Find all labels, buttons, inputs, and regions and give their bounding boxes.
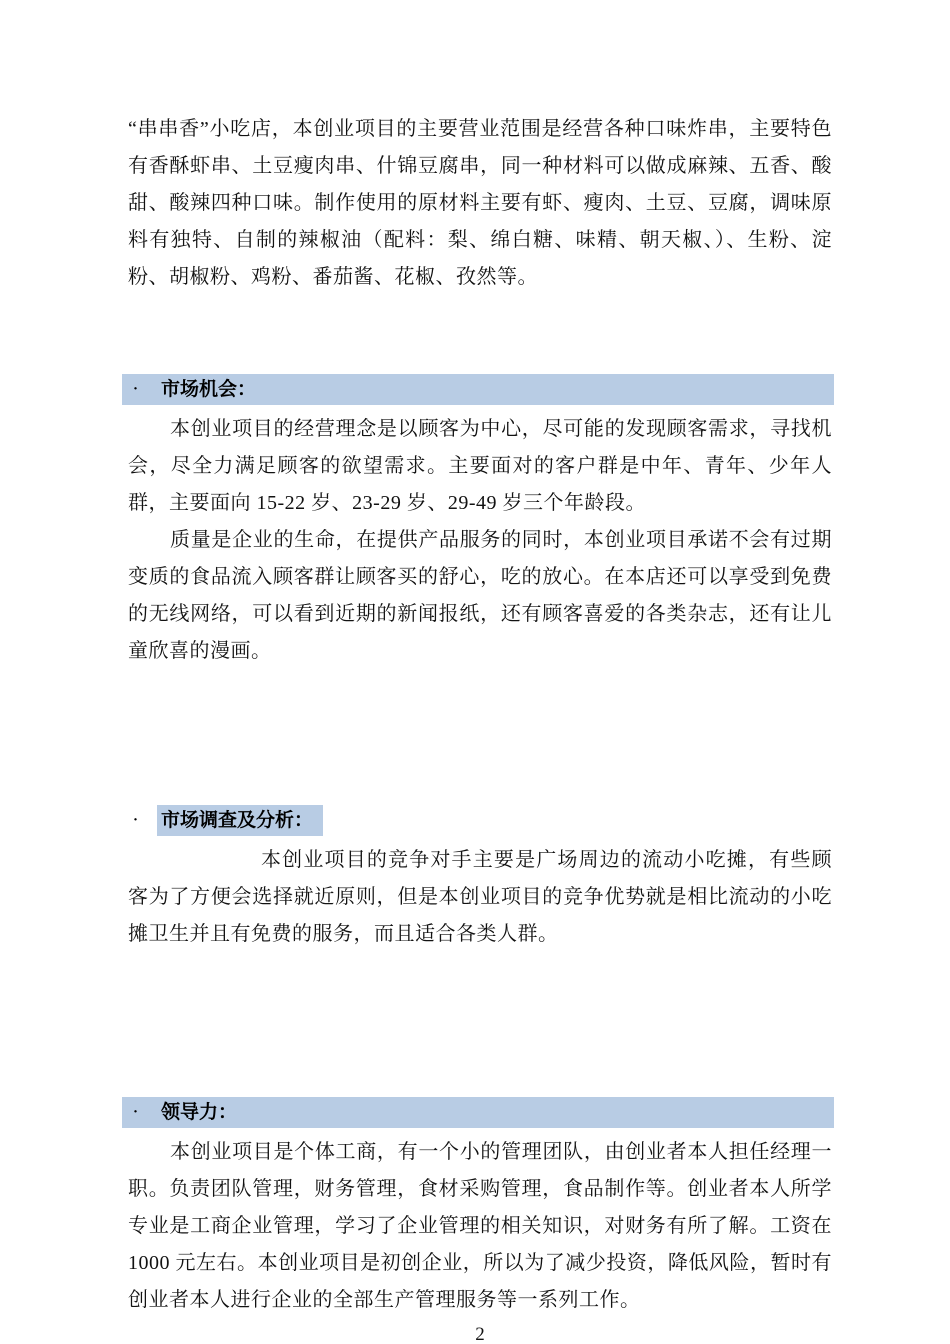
body-paragraph-customer-focus: 本创业项目的经营理念是以顾客为中心，尽可能的发现顾客需求，寻找机会，尽全力满足顾客的欲望需求。主要面对的客户群是中年、青年、少年人群，主要面向 15-22 岁、23-29 岁、29-49 岁三个年龄段。 xyxy=(128,418,832,514)
section-title-leadership: 领导力： xyxy=(161,1102,238,1123)
bullet-icon: · xyxy=(133,812,139,828)
bullet-icon: · xyxy=(133,381,139,397)
body-paragraph-quality: 质量是企业的生命，在提供产品服务的同时，本创业项目承诺不会有过期变质的食品流入顾客群让顾客买的舒心，吃的放心。在本店还可以享受到免费的无线网络，可以看到近期的新闻报纸，还有顾客喜爱的各类杂志，还有让儿童欣喜的漫画。 xyxy=(128,529,832,662)
text-column xyxy=(128,111,832,1344)
section-header-market-research xyxy=(128,805,832,836)
section-header-leadership xyxy=(122,1097,834,1128)
intro-paragraph: “串串香”小吃店，本创业项目的主要营业范围是经营各种口味炸串，主要特色有香酥虾串、土豆瘦肉串、什锦豆腐串，同一种材料可以做成麻辣、五香、酸甜、酸辣四种口味。制作使用的原材料主要有虾、瘦肉、土豆、豆腐，调味原料有独特、自制的辣椒油（配料：梨、绵白糖、味精、朝天椒、）、生粉、淀粉、胡椒粉、鸡粉、番茄酱、花椒、孜然等。 xyxy=(128,118,832,288)
section-title-market-opportunity: 市场机会： xyxy=(161,379,257,400)
section-title-market-research: 市场调查及分析： xyxy=(157,805,323,836)
section-header-market-opportunity xyxy=(122,374,834,405)
body-paragraph-competition: 本创业项目的竞争对手主要是广场周边的流动小吃摊，有些顾客为了方便会选择就近原则，但是本创业项目的竞争优势就是相比流动的小吃摊卫生并且有免费的服务，而且适合各类人群。 xyxy=(128,849,832,945)
bullet-icon: · xyxy=(133,1104,139,1120)
page-number: 2 xyxy=(475,1324,485,1344)
body-paragraph-management: 本创业项目是个体工商，有一个小的管理团队，由创业者本人担任经理一职。负责团队管理，财务管理，食材采购管理，食品制作等。创业者本人所学专业是工商企业管理，学习了企业管理的相关知识，对财务有所了解。工资在 1000 元左右。本创业项目是初创企业，所以为了减少投资，降低风险，暂时有创业者本人进行企业的全部生产管理服务等一系列工作。 xyxy=(128,1141,832,1311)
